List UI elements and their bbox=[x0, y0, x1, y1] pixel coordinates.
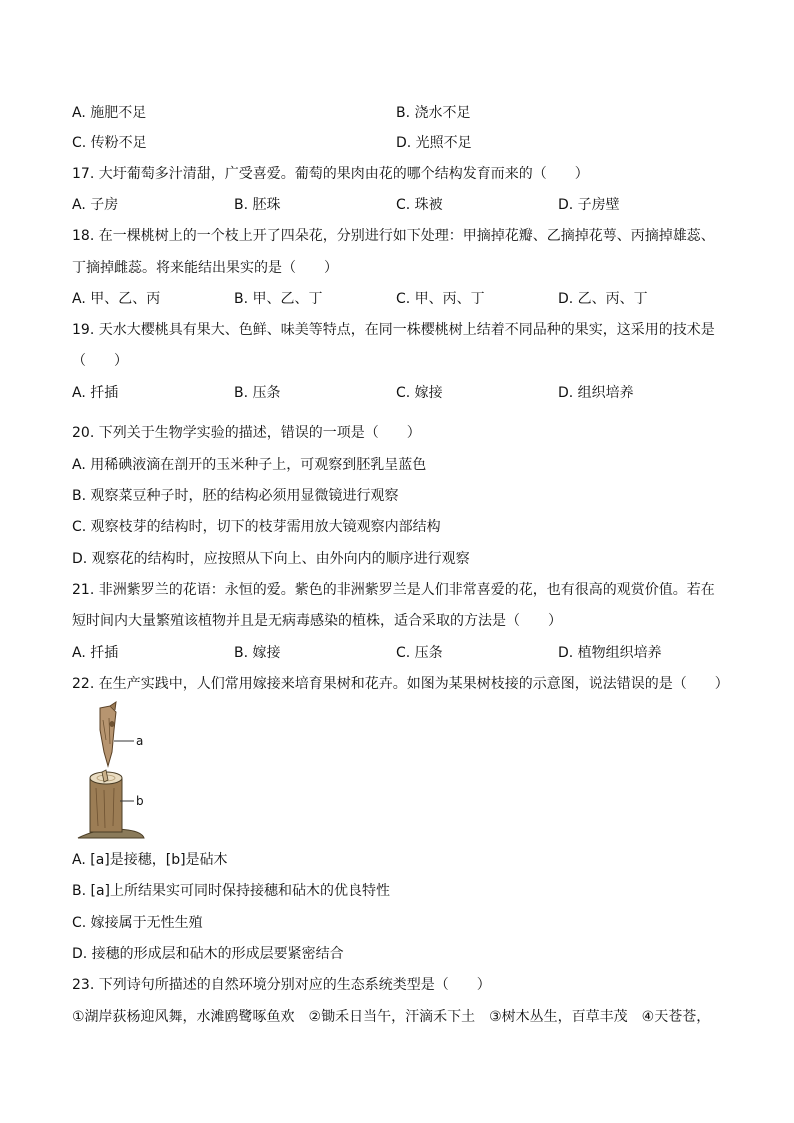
q16-option-c: C. 传粉不足 bbox=[72, 135, 147, 151]
q19-stem-line1: 19. 天水大樱桃具有果大、色鲜、味美等特点，在同一株樱桃树上结着不同品种的果实，这采用的技术是 bbox=[72, 322, 715, 338]
q21-stem-line1: 21. 非洲紫罗兰的花语：永恒的爱。紫色的非洲紫罗兰是人们非常喜爱的花，也有很高的观赏价值。若在 bbox=[72, 582, 715, 598]
q21-option-b: B. 嫁接 bbox=[234, 645, 281, 661]
q19-option-b: B. 压条 bbox=[234, 385, 281, 401]
q22-option-c: C. 嫁接属于无性生殖 bbox=[72, 915, 203, 931]
q21-option-a: A. 扦插 bbox=[72, 645, 119, 661]
q22-stem: 22. 在生产实践中，人们常用嫁接来培育果树和花卉。如图为某果树枝接的示意图，说法错误的是（ ） bbox=[72, 676, 729, 692]
q17-option-c: C. 珠被 bbox=[396, 197, 443, 213]
q18-option-b: B. 甲、乙、丁 bbox=[234, 291, 323, 307]
q17-option-b: B. 胚珠 bbox=[234, 197, 281, 213]
q20-option-b: B. 观察菜豆种子时，胚的结构必须用显微镜进行观察 bbox=[72, 488, 399, 504]
q17-option-d: D. 子房壁 bbox=[558, 197, 620, 213]
q18-option-c: C. 甲、丙、丁 bbox=[396, 291, 485, 307]
stock-illustration bbox=[78, 770, 144, 838]
q21-option-d: D. 植物组织培养 bbox=[558, 645, 662, 661]
q22-option-a: A. [a]是接穗，[b]是砧木 bbox=[72, 852, 228, 868]
q20-option-c: C. 观察枝芽的结构时，切下的枝芽需用放大镜观察内部结构 bbox=[72, 519, 441, 535]
q17-option-a: A. 子房 bbox=[72, 197, 119, 213]
scion-illustration bbox=[100, 702, 116, 766]
q18-option-d: D. 乙、丙、丁 bbox=[558, 291, 648, 307]
q21-stem-line2: 短时间内大量繁殖该植物并且是无病毒感染的植株，适合采取的方法是（ ） bbox=[72, 613, 562, 629]
q18-stem-line2: 丁摘掉雌蕊。将来能结出果实的是（ ） bbox=[72, 260, 338, 276]
label-a: a bbox=[136, 734, 144, 748]
q19-stem-line2: （ ） bbox=[72, 353, 128, 369]
q20-stem: 20. 下列关于生物学实验的描述，错误的一项是（ ） bbox=[72, 425, 421, 441]
q16-option-a: A. 施肥不足 bbox=[72, 105, 147, 121]
q20-option-d: D. 观察花的结构时，应按照从下向上、由外向内的顺序进行观察 bbox=[72, 551, 470, 567]
q23-poems: ①湖岸荻杨迎风舞，水滩鸥鹭啄鱼欢 ②锄禾日当午，汗滴禾下土 ③树木丛生，百草丰茂 ④天苍苍， bbox=[72, 1009, 711, 1025]
label-b: b bbox=[136, 794, 144, 808]
q18-option-a: A. 甲、乙、丙 bbox=[72, 291, 161, 307]
q19-option-d: D. 组织培养 bbox=[558, 385, 634, 401]
q23-stem: 23. 下列诗句所描述的自然环境分别对应的生态系统类型是（ ） bbox=[72, 977, 491, 993]
q17-stem: 17. 大圩葡萄多汁清甜，广受喜爱。葡萄的果肉由花的哪个结构发育而来的（ ） bbox=[72, 166, 589, 182]
q22-option-b: B. [a]上所结果实可同时保持接穗和砧木的优良特性 bbox=[72, 883, 391, 899]
q18-stem-line1: 18. 在一棵桃树上的一个枝上开了四朵花，分别进行如下处理：甲摘掉花瓣、乙摘掉花萼、丙摘掉雄蕊、 bbox=[72, 228, 715, 244]
q16-option-d: D. 光照不足 bbox=[396, 135, 472, 151]
q22-option-d: D. 接穗的形成层和砧木的形成层要紧密结合 bbox=[72, 946, 344, 962]
grafting-figure bbox=[72, 700, 182, 842]
q19-option-c: C. 嫁接 bbox=[396, 385, 443, 401]
q21-option-c: C. 压条 bbox=[396, 645, 443, 661]
q16-option-b: B. 浇水不足 bbox=[396, 105, 471, 121]
q19-option-a: A. 扦插 bbox=[72, 385, 119, 401]
q20-option-a: A. 用稀碘液滴在剖开的玉米种子上，可观察到胚乳呈蓝色 bbox=[72, 457, 427, 473]
